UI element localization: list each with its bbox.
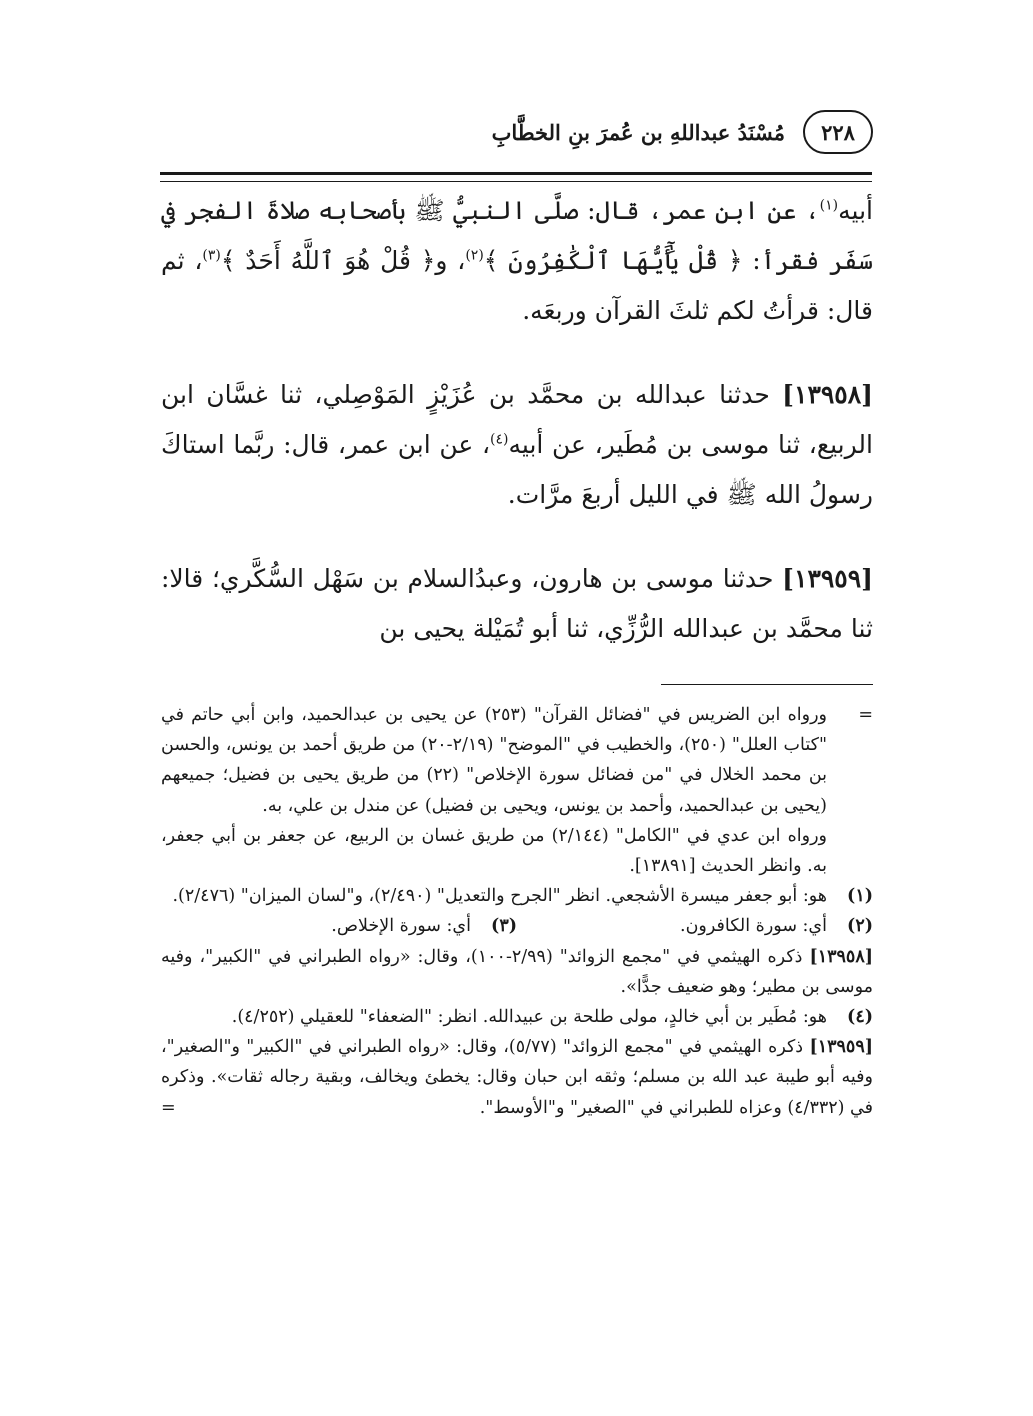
quran-quote-ikhlas: ﴿ قُلْ هُوَ ٱللَّهُ أَحَدٌ ﴾ (220, 246, 436, 275)
footnote-text: ذكره الهيثمي في "مجمع الزوائد" (٥/٧٧)، وقال: «رواه الطبراني في "الكبير" و"الصغير"، وفيه أبو طيبة عبد الله بن مسلم؛ وثقه ابن حبان وقال: يخطئ ويخالف، وبقية رجاله ثقات». وذكره في (٤/٣٣٢) وعزاه للطبراني في "الصغير" و"الأوسط". (161, 1037, 873, 1118)
continues-mark: = (161, 1097, 176, 1118)
footnote-ref-4[interactable]: (٤) (490, 431, 509, 448)
hadith-13959: [١٣٩٥٩] حدثنا موسى بن هارون، وعبدُالسلام بن سَهْل السُّكَّري؛ قالا: ثنا محمَّد بن عبدالله الرُّزِّي، ثنا أبو تُمَيْلة يحيى بن (161, 564, 873, 643)
continuation-mark: = (858, 705, 873, 725)
footnote-ref-3[interactable]: (٣) (202, 247, 221, 264)
header-rule (160, 172, 872, 182)
quran-quote-kafirun: ﴿ قُلْ يَٰٓأَيُّهَا ٱلْكَٰفِرُونَ ﴾ (483, 246, 743, 275)
footnote-text: أي: سورة الإخلاص. (331, 916, 471, 937)
page-number: ٢٢٨ (803, 110, 873, 154)
footnote-3 (161, 911, 517, 941)
footnotes-2-3 (161, 911, 873, 941)
footnote-hadith-13959 (161, 1032, 873, 1123)
hadith-13958: [١٣٩٥٨] حدثنا عبدالله بن محمَّد بن عُزَيْزٍ المَوْصِلي، ثنا غسَّان ابن الربيع، ثنا موسى بن مُطَير، عن أبيه$^{(٤)}$، عن ابن عمر، قال: ربَّما استاكَ رسولُ الله ﷺ في الليل أربعَ مرَّات. (161, 380, 873, 509)
footnote-4 (161, 1002, 873, 1032)
footnote-continuation (161, 700, 873, 821)
footnotes (161, 700, 873, 1123)
footnote-text: هو: مُطَير بن أبي خالدٍ، مولى طلحة بن عبيدالله. انظر: "الضعفاء" للعقيلي (٤/٢٥٢). (231, 1007, 827, 1028)
footnote-text: ذكره الهيثمي في "مجمع الزوائد" (٢/٩٩-١٠٠)، وقال: «رواه الطبراني في "الكبير"، وفيه موسى بن مطير؛ وهو ضعيف جدًّا». (161, 946, 873, 997)
footnote-continuation-2: ورواه ابن عدي في "الكامل" (٢/١٤٤) من طريق غسان بن الربيع، عن جعفر بن أبي جعفر، به. وانظر الحديث [١٣٨٩١]. (161, 825, 827, 877)
footnote-mark: (١) (847, 886, 873, 907)
footnote-mark: (٣) (491, 916, 517, 937)
footnote-2 (517, 911, 873, 941)
footnote-mark: [١٣٩٥٩] (809, 1037, 873, 1058)
footnote-mark: (٤) (847, 1007, 873, 1028)
footnote-1 (161, 881, 873, 911)
footnote-text: هو: أبو جعفر ميسرة الأشجعي. انظر "الجرح والتعديل" (٢/٤٩٠)، و"لسان الميزان" (٢/٤٧٦). (172, 886, 827, 907)
paragraph-continuation: أبيه$^{(١)}$، عن ابن عمر، قال: صلَّى النبيُّ ﷺ بأصحابه صلاةَ الفجر في سَفَر فقرأ: ﴿ قُلْ يَٰٓأَيُّهَا ٱلْكَٰفِرُونَ ﴾$^{(٢)}$، و﴿ قُلْ هُوَ ٱللَّهُ أَحَدٌ ﴾$^{(٣)}$، ثم قال: قرأتُ لكم ثلثَ القرآن وربعَه. (161, 196, 873, 325)
footnote-mark: [١٣٩٥٨] (809, 946, 873, 967)
footnote-text: ورواه ابن الضريس في "فضائل القرآن" (٢٥٣) عن يحيى بن عبدالحميد، وابن أبي حاتم في "كتاب العلل" (٢٥٠)، والخطيب في "الموضح" (٢/١٩-٢٠) من طريق أحمد بن يونس، والحسن بن محمد الخلال في "من فضائل سورة الإخلاص" (٢٢) من طريق يحيى بن فضيل؛ جميعهم (يحيى بن عبدالحميد، وأحمد بن يونس، ويحيى بن فضيل) عن مندل بن علي، به. (161, 705, 828, 816)
footnote-text: أي: سورة الكافرون. (680, 916, 827, 937)
footnote-ref-2[interactable]: (٢) (465, 247, 484, 264)
footnote-hadith-13958 (161, 942, 873, 1002)
page-header (161, 104, 873, 160)
footnote-ref-1[interactable]: (١) (819, 197, 839, 214)
hadith-number: [١٣٩٥٨] (782, 380, 873, 409)
footnote-mark: (٢) (847, 916, 873, 937)
hadith-number: [١٣٩٥٩] (782, 564, 873, 593)
running-title: مُسْنَدُ عبداللهِ بن عُمرَ بنِ الخطَّابِ (491, 119, 785, 145)
footnote-separator (661, 684, 873, 685)
main-text (161, 186, 873, 654)
